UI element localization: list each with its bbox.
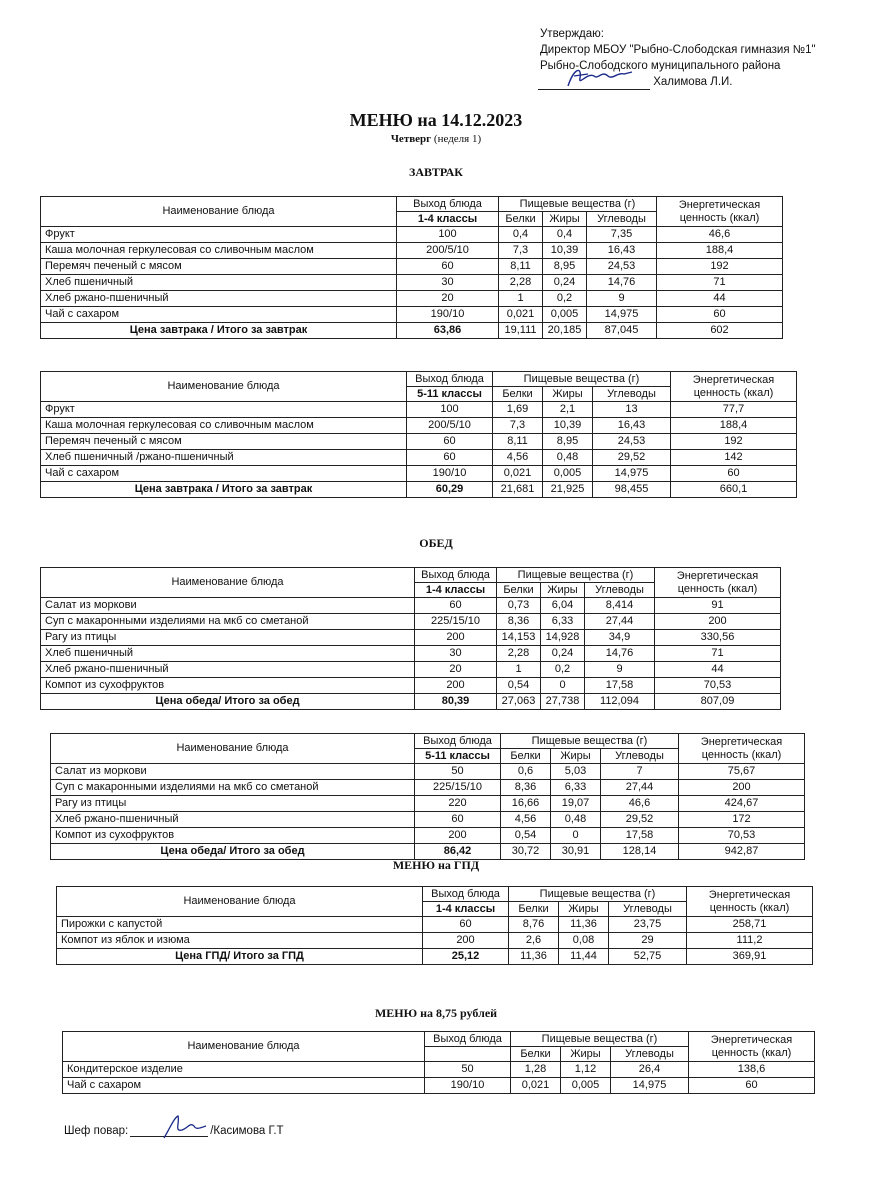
chef-underline	[130, 1125, 208, 1137]
page-subtitle	[0, 133, 872, 145]
dish-fats: 0,2	[543, 291, 587, 307]
dish-yield: 225/15/10	[415, 614, 497, 630]
dish-yield: 200	[415, 678, 497, 694]
dish-name: Перемяч печеный с мясом	[41, 259, 397, 275]
dish-fats: 0,48	[543, 450, 593, 466]
dish-energy: 258,71	[687, 917, 813, 933]
header-group: 5-11 классы	[407, 387, 493, 402]
header-carbs: Углеводы	[601, 749, 679, 764]
total-energy: 660,1	[671, 482, 797, 498]
dish-carbs: 16,43	[593, 418, 671, 434]
dish-energy: 192	[671, 434, 797, 450]
dish-carbs: 24,53	[593, 434, 671, 450]
dish-carbs: 7	[601, 764, 679, 780]
dish-fats: 0,24	[541, 646, 585, 662]
dish-energy: 172	[679, 812, 805, 828]
director-signature-line	[540, 74, 816, 90]
dish-carbs: 27,44	[585, 614, 655, 630]
dish-name: Салат из моркови	[51, 764, 415, 780]
header-row	[41, 372, 797, 387]
dish-fats: 10,39	[543, 418, 593, 434]
header-nutrients: Пищевые вещества (г)	[501, 734, 679, 749]
dish-name: Компот из сухофруктов	[41, 678, 415, 694]
section-menu-875: МЕНЮ на 8,75 рублей	[374, 1006, 498, 1020]
dish-name: Суп с макаронными изделиями на мкб со сметаной	[51, 780, 415, 796]
dish-yield: 60	[423, 917, 509, 933]
table-row	[41, 630, 781, 646]
header-energy: Энергетическая ценность (ккал)	[687, 887, 813, 917]
dish-carbs: 14,76	[587, 275, 657, 291]
chef-label: Шеф повар:	[64, 1125, 129, 1137]
signature-underline	[538, 77, 650, 90]
total-carbs: 52,75	[609, 949, 687, 965]
menu-table-5	[56, 886, 813, 965]
table-row	[41, 243, 783, 259]
header-yield: Выход блюда	[397, 197, 499, 212]
dish-carbs: 9	[587, 291, 657, 307]
total-energy: 369,91	[687, 949, 813, 965]
dish-carbs: 13	[593, 402, 671, 418]
header-fats: Жиры	[559, 902, 609, 917]
dish-proteins: 8,76	[509, 917, 559, 933]
dish-yield: 100	[407, 402, 493, 418]
total-proteins: 30,72	[501, 844, 551, 860]
dish-carbs: 29	[609, 933, 687, 949]
dish-name: Пирожки с капустой	[57, 917, 423, 933]
header-proteins: Белки	[511, 1047, 561, 1062]
dish-energy: 200	[679, 780, 805, 796]
dish-fats: 10,39	[543, 243, 587, 259]
dish-yield: 200	[415, 828, 501, 844]
total-energy: 942,87	[679, 844, 805, 860]
table-row	[41, 614, 781, 630]
dish-carbs: 24,53	[587, 259, 657, 275]
table-row	[51, 828, 805, 844]
menu-table-2	[40, 371, 797, 498]
dish-yield: 30	[415, 646, 497, 662]
dish-proteins: 1	[499, 291, 543, 307]
header-carbs: Углеводы	[593, 387, 671, 402]
dish-proteins: 7,3	[499, 243, 543, 259]
header-name: Наименование блюда	[63, 1032, 425, 1062]
header-name: Наименование блюда	[51, 734, 415, 764]
dish-carbs: 17,58	[585, 678, 655, 694]
dish-name: Каша молочная геркулесовая со сливочным маслом	[41, 243, 397, 259]
chef-signature	[64, 1125, 284, 1137]
header-yield: Выход блюда	[415, 734, 501, 749]
total-label: Цена ГПД/ Итого за ГПД	[57, 949, 423, 965]
header-group: 1-4 классы	[423, 902, 509, 917]
dish-carbs: 27,44	[601, 780, 679, 796]
total-price: 25,12	[423, 949, 509, 965]
header-row	[63, 1032, 815, 1047]
dish-carbs: 14,975	[593, 466, 671, 482]
dish-yield: 190/10	[407, 466, 493, 482]
dish-fats: 6,33	[541, 614, 585, 630]
dish-fats: 8,95	[543, 434, 593, 450]
table-row	[41, 662, 781, 678]
total-price: 86,42	[415, 844, 501, 860]
chef-name: /Касимова Г.Т	[210, 1125, 284, 1137]
dish-carbs: 8,414	[585, 598, 655, 614]
table-row	[41, 466, 797, 482]
approval-line-3: Рыбно-Слободского муниципального района	[540, 60, 781, 72]
dish-fats: 2,1	[543, 402, 593, 418]
total-label: Цена завтрака / Итого за завтрак	[41, 482, 407, 498]
header-carbs: Углеводы	[609, 902, 687, 917]
total-energy: 602	[657, 323, 783, 339]
dish-energy: 71	[657, 275, 783, 291]
total-proteins: 21,681	[493, 482, 543, 498]
dish-proteins: 2,28	[499, 275, 543, 291]
total-row	[41, 482, 797, 498]
dish-energy: 142	[671, 450, 797, 466]
menu-table-6	[62, 1031, 815, 1094]
header-fats: Жиры	[543, 212, 587, 227]
dish-proteins: 4,56	[501, 812, 551, 828]
table-row	[41, 434, 797, 450]
table-row	[41, 598, 781, 614]
dish-proteins: 0,54	[497, 678, 541, 694]
dish-fats: 0,005	[561, 1078, 611, 1094]
header-energy: Энергетическая ценность (ккал)	[689, 1032, 815, 1062]
table-row	[51, 780, 805, 796]
dish-proteins: 8,36	[497, 614, 541, 630]
menu-table-4	[50, 733, 805, 860]
dish-carbs: 29,52	[593, 450, 671, 466]
dish-proteins: 2,6	[509, 933, 559, 949]
header-carbs: Углеводы	[611, 1047, 689, 1062]
dish-fats: 11,36	[559, 917, 609, 933]
approval-line-1: Утверждаю:	[540, 28, 604, 40]
dish-yield: 60	[407, 434, 493, 450]
page-title: МЕНЮ на 14.12.2023	[349, 110, 523, 130]
header-fats: Жиры	[543, 387, 593, 402]
header-proteins: Белки	[501, 749, 551, 764]
dish-carbs: 9	[585, 662, 655, 678]
total-energy: 807,09	[655, 694, 781, 710]
header-yield: Выход блюда	[425, 1032, 511, 1047]
dish-name: Хлеб пшеничный	[41, 646, 415, 662]
header-yield: Выход блюда	[407, 372, 493, 387]
menu-table-1	[40, 196, 783, 339]
dish-proteins: 0,73	[497, 598, 541, 614]
dish-carbs: 17,58	[601, 828, 679, 844]
dish-energy: 200	[655, 614, 781, 630]
header-nutrients: Пищевые вещества (г)	[499, 197, 657, 212]
menu-table-3	[40, 567, 781, 710]
dish-energy: 60	[689, 1078, 815, 1094]
dish-name: Хлеб пшеничный /ржано-пшеничный	[41, 450, 407, 466]
dish-name: Фрукт	[41, 227, 397, 243]
header-fats: Жиры	[551, 749, 601, 764]
header-group-empty	[425, 1047, 511, 1062]
dish-carbs: 46,6	[601, 796, 679, 812]
dish-yield: 50	[415, 764, 501, 780]
dish-energy: 70,53	[679, 828, 805, 844]
header-nutrients: Пищевые вещества (г)	[497, 568, 655, 583]
header-carbs: Углеводы	[585, 583, 655, 598]
dish-name: Перемяч печеный с мясом	[41, 434, 407, 450]
dish-carbs: 14,76	[585, 646, 655, 662]
table-row	[41, 646, 781, 662]
header-fats: Жиры	[541, 583, 585, 598]
dish-fats: 8,95	[543, 259, 587, 275]
dish-proteins: 0,021	[499, 307, 543, 323]
dish-fats: 0	[541, 678, 585, 694]
table-row	[63, 1062, 815, 1078]
header-proteins: Белки	[497, 583, 541, 598]
table-row	[41, 275, 783, 291]
dish-name: Суп с макаронными изделиями на мкб со сметаной	[41, 614, 415, 630]
header-yield: Выход блюда	[423, 887, 509, 902]
dish-proteins: 1,28	[511, 1062, 561, 1078]
section-breakfast: ЗАВТРАК	[408, 165, 463, 179]
dish-name: Компот из яблок и изюма	[57, 933, 423, 949]
dish-yield: 60	[415, 812, 501, 828]
header-proteins: Белки	[499, 212, 543, 227]
header-energy: Энергетическая ценность (ккал)	[671, 372, 797, 402]
dish-name: Хлеб пшеничный	[41, 275, 397, 291]
dish-fats: 14,928	[541, 630, 585, 646]
total-fats: 20,185	[543, 323, 587, 339]
total-label: Цена обеда/ Итого за обед	[51, 844, 415, 860]
dish-energy: 70,53	[655, 678, 781, 694]
dish-name: Хлеб ржано-пшеничный	[41, 291, 397, 307]
dish-yield: 225/15/10	[415, 780, 501, 796]
dish-proteins: 0,021	[511, 1078, 561, 1094]
dish-yield: 200/5/10	[397, 243, 499, 259]
dish-energy: 424,67	[679, 796, 805, 812]
table-row	[41, 259, 783, 275]
total-price: 63,86	[397, 323, 499, 339]
header-name: Наименование блюда	[41, 197, 397, 227]
dish-name: Чай с сахаром	[41, 307, 397, 323]
dish-name: Чай с сахаром	[41, 466, 407, 482]
dish-carbs: 23,75	[609, 917, 687, 933]
dish-fats: 19,07	[551, 796, 601, 812]
dish-fats: 0,005	[543, 466, 593, 482]
total-carbs: 87,045	[587, 323, 657, 339]
dish-name: Кондитерское изделие	[63, 1062, 425, 1078]
dish-energy: 111,2	[687, 933, 813, 949]
header-row	[41, 568, 781, 583]
dish-energy: 91	[655, 598, 781, 614]
dish-proteins: 8,11	[493, 434, 543, 450]
dish-carbs: 34,9	[585, 630, 655, 646]
header-nutrients: Пищевые вещества (г)	[511, 1032, 689, 1047]
dish-carbs: 26,4	[611, 1062, 689, 1078]
dish-yield: 20	[415, 662, 497, 678]
dish-proteins: 1,69	[493, 402, 543, 418]
dish-yield: 60	[407, 450, 493, 466]
total-row	[57, 949, 813, 965]
table-row	[41, 450, 797, 466]
header-group: 1-4 классы	[397, 212, 499, 227]
header-row	[57, 887, 813, 902]
dish-proteins: 8,36	[501, 780, 551, 796]
table-row	[41, 307, 783, 323]
table-row	[51, 764, 805, 780]
header-energy: Энергетическая ценность (ккал)	[655, 568, 781, 598]
table-row	[51, 796, 805, 812]
dish-energy: 60	[657, 307, 783, 323]
total-row	[41, 323, 783, 339]
total-row	[41, 694, 781, 710]
dish-name: Чай с сахаром	[63, 1078, 425, 1094]
dish-carbs: 7,35	[587, 227, 657, 243]
dish-yield: 30	[397, 275, 499, 291]
dish-proteins: 2,28	[497, 646, 541, 662]
table-row	[41, 678, 781, 694]
dish-energy: 192	[657, 259, 783, 275]
dish-energy: 138,6	[689, 1062, 815, 1078]
dish-carbs: 14,975	[611, 1078, 689, 1094]
dish-yield: 60	[415, 598, 497, 614]
header-carbs: Углеводы	[587, 212, 657, 227]
header-name: Наименование блюда	[41, 568, 415, 598]
total-fats: 27,738	[541, 694, 585, 710]
dish-proteins: 0,6	[501, 764, 551, 780]
dish-yield: 190/10	[425, 1078, 511, 1094]
dish-proteins: 7,3	[493, 418, 543, 434]
header-nutrients: Пищевые вещества (г)	[493, 372, 671, 387]
table-row	[63, 1078, 815, 1094]
dish-fats: 6,33	[551, 780, 601, 796]
dish-energy: 46,6	[657, 227, 783, 243]
dish-proteins: 4,56	[493, 450, 543, 466]
table-row	[41, 418, 797, 434]
dish-energy: 77,7	[671, 402, 797, 418]
dish-fats: 0,2	[541, 662, 585, 678]
dish-energy: 71	[655, 646, 781, 662]
total-carbs: 98,455	[593, 482, 671, 498]
table-row	[41, 227, 783, 243]
dish-energy: 188,4	[671, 418, 797, 434]
total-label: Цена обеда/ Итого за обед	[41, 694, 415, 710]
total-proteins: 27,063	[497, 694, 541, 710]
total-fats: 21,925	[543, 482, 593, 498]
table-row	[51, 812, 805, 828]
dish-yield: 60	[397, 259, 499, 275]
header-fats: Жиры	[561, 1047, 611, 1062]
dish-yield: 20	[397, 291, 499, 307]
dish-yield: 50	[425, 1062, 511, 1078]
total-price: 80,39	[415, 694, 497, 710]
approval-block	[540, 26, 816, 90]
dish-carbs: 16,43	[587, 243, 657, 259]
dish-proteins: 1	[497, 662, 541, 678]
dish-proteins: 0,021	[493, 466, 543, 482]
dish-energy: 60	[671, 466, 797, 482]
dish-proteins: 0,54	[501, 828, 551, 844]
dish-energy: 44	[657, 291, 783, 307]
dish-name: Рагу из птицы	[51, 796, 415, 812]
dish-proteins: 0,4	[499, 227, 543, 243]
dish-fats: 0,4	[543, 227, 587, 243]
header-yield: Выход блюда	[415, 568, 497, 583]
dish-name: Салат из моркови	[41, 598, 415, 614]
dish-yield: 220	[415, 796, 501, 812]
header-row	[41, 197, 783, 212]
table-row	[57, 917, 813, 933]
header-row	[51, 734, 805, 749]
dish-name: Хлеб ржано-пшеничный	[41, 662, 415, 678]
header-name: Наименование блюда	[41, 372, 407, 402]
dish-yield: 100	[397, 227, 499, 243]
section-gpd: МЕНЮ на ГПД	[392, 858, 480, 872]
section-lunch: ОБЕД	[419, 536, 453, 550]
dish-name: Рагу из птицы	[41, 630, 415, 646]
dish-energy: 188,4	[657, 243, 783, 259]
header-name: Наименование блюда	[57, 887, 423, 917]
header-nutrients: Пищевые вещества (г)	[509, 887, 687, 902]
dish-name: Компот из сухофруктов	[51, 828, 415, 844]
header-energy: Энергетическая ценность (ккал)	[657, 197, 783, 227]
subtitle-day: Четверг	[390, 133, 432, 145]
header-proteins: Белки	[509, 902, 559, 917]
header-energy: Энергетическая ценность (ккал)	[679, 734, 805, 764]
table-row	[57, 933, 813, 949]
dish-proteins: 14,153	[497, 630, 541, 646]
dish-energy: 44	[655, 662, 781, 678]
dish-fats: 0,08	[559, 933, 609, 949]
dish-fats: 1,12	[561, 1062, 611, 1078]
dish-fats: 0,48	[551, 812, 601, 828]
director-name: Халимова Л.И.	[653, 76, 733, 88]
dish-fats: 5,03	[551, 764, 601, 780]
dish-name: Каша молочная геркулесовая со сливочным маслом	[41, 418, 407, 434]
total-proteins: 11,36	[509, 949, 559, 965]
total-carbs: 112,094	[585, 694, 655, 710]
dish-name: Фрукт	[41, 402, 407, 418]
dish-fats: 0,24	[543, 275, 587, 291]
total-carbs: 128,14	[601, 844, 679, 860]
total-proteins: 19,111	[499, 323, 543, 339]
dish-energy: 330,56	[655, 630, 781, 646]
total-row	[51, 844, 805, 860]
dish-energy: 75,67	[679, 764, 805, 780]
table-row	[41, 291, 783, 307]
dish-fats: 0,005	[543, 307, 587, 323]
table-row	[41, 402, 797, 418]
dish-name: Хлеб ржано-пшеничный	[51, 812, 415, 828]
header-proteins: Белки	[493, 387, 543, 402]
dish-proteins: 16,66	[501, 796, 551, 812]
subtitle-week: (неделя 1)	[433, 133, 482, 145]
total-fats: 30,91	[551, 844, 601, 860]
total-label: Цена завтрака / Итого за завтрак	[41, 323, 397, 339]
dish-yield: 200	[423, 933, 509, 949]
dish-carbs: 14,975	[587, 307, 657, 323]
dish-fats: 6,04	[541, 598, 585, 614]
approval-line-2: Директор МБОУ "Рыбно-Слободская гимназия №1"	[540, 44, 816, 56]
dish-proteins: 8,11	[499, 259, 543, 275]
header-group: 5-11 классы	[415, 749, 501, 764]
dish-yield: 200/5/10	[407, 418, 493, 434]
dish-yield: 200	[415, 630, 497, 646]
dish-carbs: 29,52	[601, 812, 679, 828]
total-fats: 11,44	[559, 949, 609, 965]
dish-fats: 0	[551, 828, 601, 844]
dish-yield: 190/10	[397, 307, 499, 323]
header-group: 1-4 классы	[415, 583, 497, 598]
total-price: 60,29	[407, 482, 493, 498]
